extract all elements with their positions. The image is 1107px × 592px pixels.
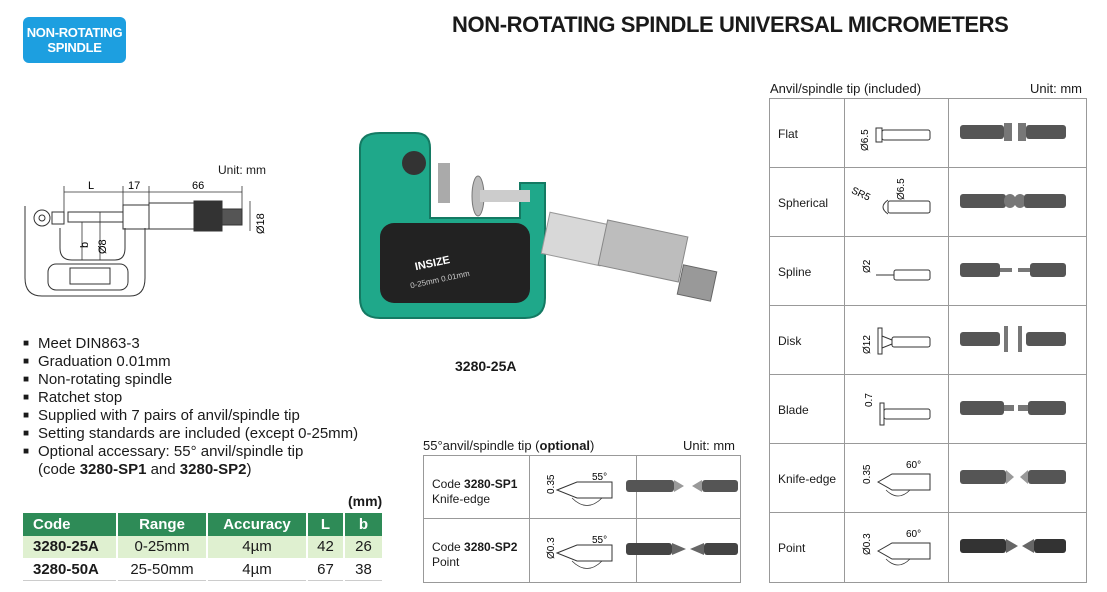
feature-item: ■ Graduation 0.01mm xyxy=(23,353,358,371)
point-drawing xyxy=(532,521,632,579)
angle-text: 55° xyxy=(592,535,608,546)
tip-row-spline xyxy=(770,237,1086,306)
product-range: 0-25mm 0.01mm xyxy=(409,268,471,291)
spec-unit: (mm) xyxy=(348,493,383,509)
cont-mid: and xyxy=(146,461,180,478)
knife-edge-tip-photo xyxy=(954,462,1072,492)
optional-code: 3280-SP2 xyxy=(464,540,518,554)
knife-edge-drawing xyxy=(532,458,632,516)
optional-type: Knife-edge xyxy=(432,492,491,506)
spline-tip-photo xyxy=(954,255,1072,285)
table-row xyxy=(23,558,382,580)
product-photo xyxy=(340,128,730,338)
optional-label xyxy=(432,540,517,570)
dim-b: b xyxy=(79,241,91,248)
blade-tip-drawing xyxy=(848,377,944,441)
dim-66: 66 xyxy=(192,180,205,192)
knife-edge-photo xyxy=(624,474,742,502)
dim2-text: SR5 xyxy=(849,185,872,204)
micrometer-drawing xyxy=(20,178,275,308)
cell-l: 42 xyxy=(307,536,344,558)
th-accuracy: Accuracy xyxy=(207,513,307,536)
cell-b: 38 xyxy=(344,558,382,580)
point-tip-photo xyxy=(954,531,1072,561)
disk-tip-drawing xyxy=(848,308,944,372)
cont-code1: 3280-SP1 xyxy=(79,461,147,478)
code-label: Code xyxy=(432,477,465,491)
flat-tip-drawing xyxy=(848,101,944,165)
dim-text: Ø0.3 xyxy=(862,533,873,555)
cell-b: 26 xyxy=(344,536,382,558)
blade-tip-photo xyxy=(954,393,1072,423)
optional-row xyxy=(424,519,740,582)
cell-accuracy: 4µm xyxy=(207,536,307,558)
dim-text: Ø6.5 xyxy=(860,129,871,151)
optional-type: Point xyxy=(432,555,460,569)
page-title: NON-ROTATING SPINDLE UNIVERSAL MICROMETERS xyxy=(452,12,1009,37)
cell-range: 0-25mm xyxy=(117,536,207,558)
dim-text: 0.7 xyxy=(864,393,875,407)
tip-row-point xyxy=(770,513,1086,582)
optional-title-pre: 55°anvil/spindle tip ( xyxy=(423,438,540,453)
product-model: 3280-25A xyxy=(455,358,517,374)
spherical-tip-drawing xyxy=(848,170,944,234)
angle-text: 55° xyxy=(592,472,608,483)
category-badge xyxy=(23,17,126,63)
optional-title-bold: optional xyxy=(539,438,591,453)
th-b: b xyxy=(344,513,382,536)
tip-name: Spline xyxy=(778,265,812,279)
cell-code: 3280-50A xyxy=(23,558,117,580)
spec-table xyxy=(23,513,382,581)
feature-item: ■ Meet DIN863-3 xyxy=(23,335,358,353)
knife-edge-tip-drawing xyxy=(848,446,944,510)
included-tip-grid xyxy=(769,98,1087,583)
product-brand: INSIZE xyxy=(413,254,452,274)
cont-suffix: ) xyxy=(246,461,252,478)
optional-code: 3280-SP1 xyxy=(464,477,518,491)
th-l: L xyxy=(307,513,344,536)
optional-unit: Unit: mm xyxy=(683,438,735,453)
dim-text: 0.35 xyxy=(862,464,873,484)
tip-row-disk xyxy=(770,306,1086,375)
dim-text: Ø0.3 xyxy=(546,537,557,559)
feature-item: ■ Optional accessary: 55° anvil/spindle tip xyxy=(23,443,358,461)
cell-accuracy: 4µm xyxy=(207,558,307,580)
flat-tip-photo xyxy=(954,117,1072,147)
dim-text: 0.35 xyxy=(546,474,557,494)
dim-text: Ø12 xyxy=(862,335,873,354)
dim-d18: Ø18 xyxy=(255,213,267,234)
cell-l: 67 xyxy=(307,558,344,580)
cell-range: 25-50mm xyxy=(117,558,207,580)
dim-d8: Ø8 xyxy=(97,239,109,254)
point-tip-drawing xyxy=(848,515,944,579)
tip-name: Disk xyxy=(778,334,802,348)
code-label: Code xyxy=(432,540,465,554)
optional-label xyxy=(432,477,517,507)
point-photo xyxy=(624,537,742,565)
dim-L: L xyxy=(88,180,95,192)
tip-row-knife-edge xyxy=(770,444,1086,513)
cell-code: 3280-25A xyxy=(23,536,117,558)
optional-row xyxy=(424,456,740,519)
dim2-text: 60° xyxy=(906,460,922,471)
tip-row-spherical xyxy=(770,168,1086,237)
optional-tip-grid xyxy=(423,455,741,583)
disk-tip-photo xyxy=(954,324,1072,354)
th-range: Range xyxy=(117,513,207,536)
dim-text: Ø2 xyxy=(862,259,873,273)
th-code: Code xyxy=(23,513,117,536)
tip-name: Flat xyxy=(778,127,799,141)
cont-code2: 3280-SP2 xyxy=(179,461,247,478)
cont-prefix: (code xyxy=(38,461,80,478)
feature-item-continuation xyxy=(23,461,358,479)
diagram-unit: Unit: mm xyxy=(218,163,266,177)
badge-line2: SPINDLE xyxy=(47,40,102,55)
tip-name: Point xyxy=(778,541,806,555)
tip-name: Blade xyxy=(778,403,809,417)
feature-item: ■ Supplied with 7 pairs of anvil/spindle tip xyxy=(23,407,358,425)
dim-text: Ø6.5 xyxy=(896,178,907,200)
tip-row-blade xyxy=(770,375,1086,444)
optional-title-post: ) xyxy=(590,438,595,453)
dim2-text: 60° xyxy=(906,529,922,540)
feature-item: ■ Setting standards are included (except 0-25mm) xyxy=(23,425,358,443)
badge-line1: NON-ROTATING xyxy=(26,25,123,40)
feature-item: ■ Ratchet stop xyxy=(23,389,358,407)
dim-17: 17 xyxy=(128,180,141,192)
feature-list xyxy=(23,335,358,479)
tips-title: Anvil/spindle tip (included) xyxy=(770,81,922,96)
feature-item: ■ Non-rotating spindle xyxy=(23,371,358,389)
tip-name: Knife-edge xyxy=(778,472,837,486)
tip-name: Spherical xyxy=(778,196,829,210)
spherical-tip-photo xyxy=(954,186,1072,216)
tip-row-flat xyxy=(770,99,1086,168)
spline-tip-drawing xyxy=(848,239,944,303)
tips-unit: Unit: mm xyxy=(1030,81,1082,96)
table-row xyxy=(23,536,382,558)
optional-title xyxy=(423,438,594,453)
